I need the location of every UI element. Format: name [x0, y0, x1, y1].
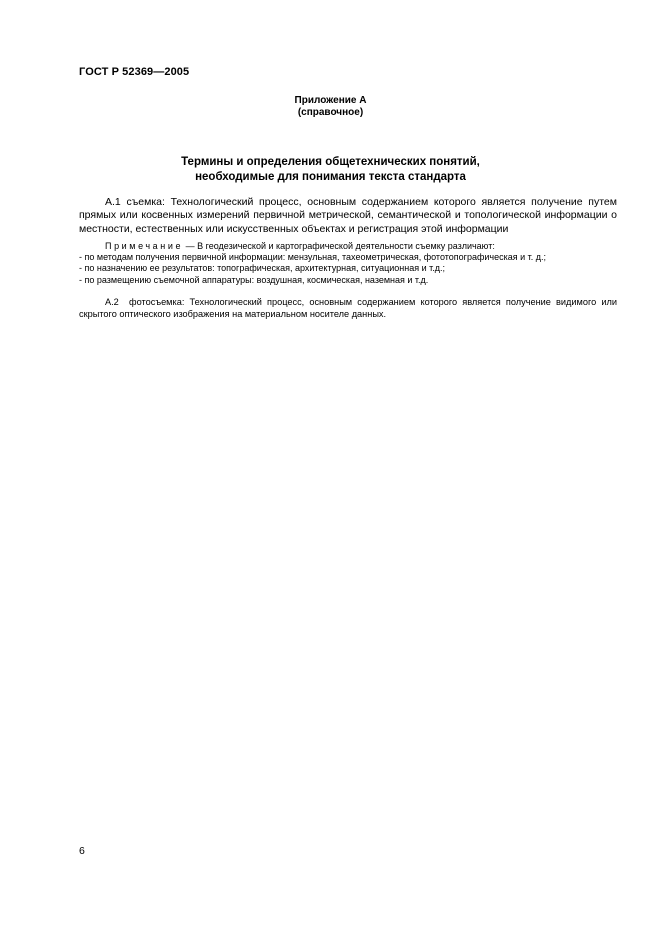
note-list: [79, 252, 617, 286]
term-a1-name: съемка:: [126, 196, 165, 208]
term-a1-note: [79, 241, 617, 286]
appendix-heading: [0, 95, 661, 119]
note-label: Примечание: [105, 241, 184, 251]
section-title: [0, 155, 661, 185]
section-title-line2: необходимые для понимания текста стандарта: [195, 171, 466, 183]
term-a1-number: А.1: [105, 196, 121, 208]
appendix-title: Приложение А: [294, 95, 367, 106]
note-heading: [79, 241, 617, 252]
section-title-line1: Термины и определения общетехнических понятий,: [181, 156, 480, 168]
note-text: — В геодезической и картографической деятельности съемку различают:: [185, 241, 495, 251]
term-a2-name: фотосъемка:: [129, 297, 185, 307]
term-a1: [79, 196, 617, 236]
appendix-type: (справочное): [297, 107, 364, 118]
term-a2-definition: Технологический процесс, основным содержанием которого является получение видимого или скрытого оптического изображения на материальном носителе данных.: [79, 297, 617, 319]
term-a1-paragraph: [79, 196, 617, 236]
note-list-item: - по назначению ее результатов: топографическая, архитектурная, ситуационная и т.д.;: [79, 263, 446, 274]
note-list-item: - по размещению съемочной аппаратуры: воздушная, космическая, наземная и т.д.: [79, 274, 429, 285]
note-list-item: - по методам получения первичной информации: мензульная, тахеометрическая, фототопографическая и т. д.;: [79, 252, 547, 263]
term-a2: [79, 297, 617, 320]
page-number: 6: [79, 845, 85, 857]
term-a2-paragraph: [79, 297, 617, 320]
document-code: ГОСТ Р 52369—2005: [79, 66, 190, 78]
term-a2-number: А.2: [105, 297, 119, 307]
term-a1-definition: Технологический процесс, основным содержанием которого является получение путем прямых или косвенных измерений первичной метрической, семантической и топологической информации о местности, естественных или искусственных объектах и регистрация этой информации: [79, 196, 617, 235]
